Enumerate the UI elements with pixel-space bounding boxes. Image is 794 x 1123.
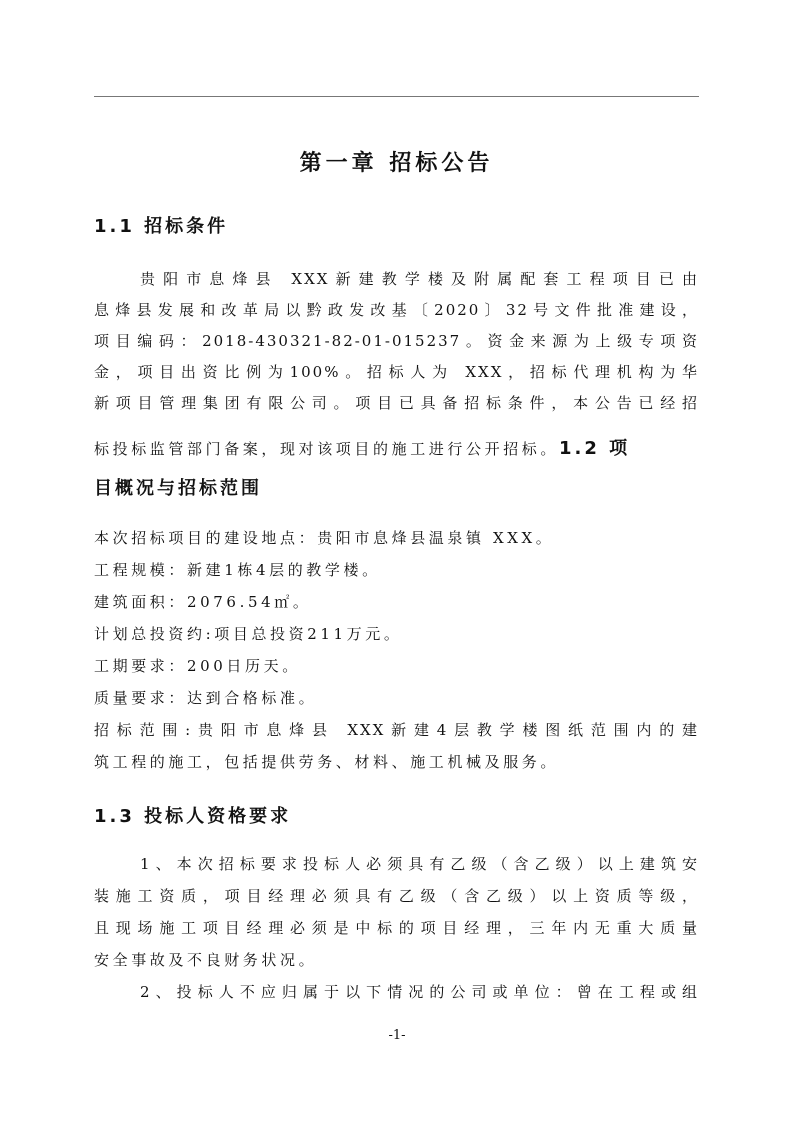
section-title-1-2: 目概况与招标范围 xyxy=(94,478,262,499)
info-line-location: 本次招标项目的建设地点：贵阳市息烽县温泉镇 XXX。 xyxy=(94,529,555,547)
info-line-quality: 质量要求：达到合格标准。 xyxy=(94,689,318,707)
info-line-duration: 工期要求：200日历天。 xyxy=(94,657,301,675)
info-line-scope: 招标范围:贵阳市息烽县 XXX新建4层教学楼图纸范围内的建 xyxy=(94,721,699,739)
paragraph-line: 且现场施工项目经理必须是中标的项目经理，三年内无重大质量 xyxy=(94,919,699,937)
info-line-scale: 工程规模：新建1栋4层的教学楼。 xyxy=(94,561,381,579)
chapter-title: 第一章 招标公告 xyxy=(299,151,494,176)
section-title-1-2-start: 1.2 项 xyxy=(559,438,631,459)
paragraph-line: 贵阳市息烽县 XXX新建教学楼及附属配套工程项目已由 xyxy=(140,270,699,288)
header-rule xyxy=(94,96,699,97)
paragraph-line: 安全事故及不良财务状况。 xyxy=(94,951,318,969)
paragraph-line-with-heading xyxy=(94,434,699,460)
info-line-area: 建筑面积：2076.54㎡。 xyxy=(94,593,312,611)
section-title-1-1: 1.1 招标条件 xyxy=(94,216,229,237)
paragraph-line: 金，项目出资比例为100%。招标人为 XXX，招标代理机构为华 xyxy=(94,363,699,381)
paragraph-line: 1、本次招标要求投标人必须具有乙级（含乙级）以上建筑安 xyxy=(140,855,699,873)
paragraph-text: 标投标监管部门备案，现对该项目的施工进行公开招标。 xyxy=(94,440,560,458)
paragraph-line: 项目编码：2018-430321-82-01-015237。资金来源为上级专项资 xyxy=(94,332,699,350)
paragraph-line: 息烽县发展和改革局以黔政发改基〔2020〕32号文件批准建设， xyxy=(94,301,699,319)
page-number: -1- xyxy=(388,1028,406,1043)
section-title-1-3: 1.3 投标人资格要求 xyxy=(94,806,292,827)
info-line-investment: 计划总投资约:项目总投资211万元。 xyxy=(94,625,403,643)
paragraph-line: 新项目管理集团有限公司。项目已具备招标条件，本公告已经招 xyxy=(94,394,699,412)
paragraph-line: 2、投标人不应归属于以下情况的公司或单位：曾在工程或组 xyxy=(140,983,699,1001)
info-line-scope-cont: 筑工程的施工，包括提供劳务、材料、施工机械及服务。 xyxy=(94,753,560,771)
paragraph-line: 装施工资质，项目经理必须具有乙级（含乙级）以上资质等级， xyxy=(94,887,699,905)
